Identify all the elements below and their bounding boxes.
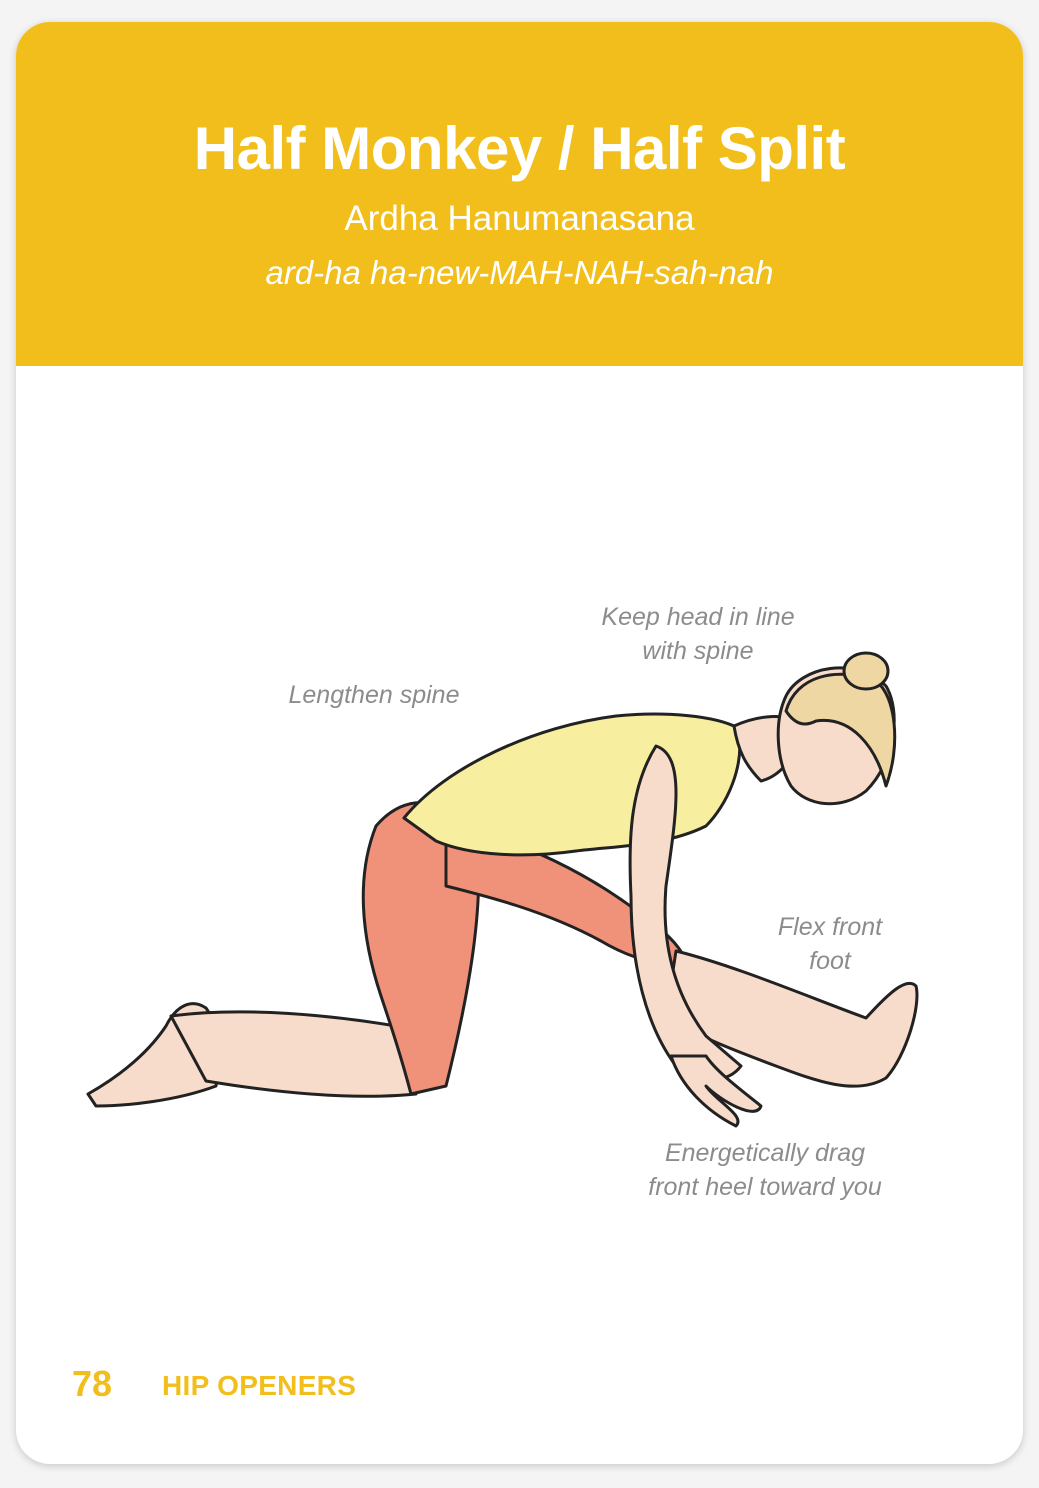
card-header (16, 22, 1023, 366)
annotation-heel: Energetically drag front heel toward you (648, 1139, 882, 1201)
torso-shirt (404, 714, 740, 855)
annotation-foot: Flex front foot (777, 913, 883, 975)
annotation-spine: Lengthen spine (288, 681, 460, 709)
hand (671, 1056, 761, 1126)
pronunciation: ard-ha ha-new-MAH-NAH-sah-nah (265, 254, 774, 291)
pose-card (16, 22, 1023, 1464)
pose-title: Half Monkey / Half Split (193, 115, 846, 182)
page-number: 78 (72, 1363, 113, 1404)
hair-bun (844, 653, 888, 689)
sanskrit-name: Ardha Hanumanasana (344, 199, 695, 238)
annotation-head: Keep head in line with spine (601, 603, 795, 665)
category-label: HIP OPENERS (162, 1370, 357, 1401)
